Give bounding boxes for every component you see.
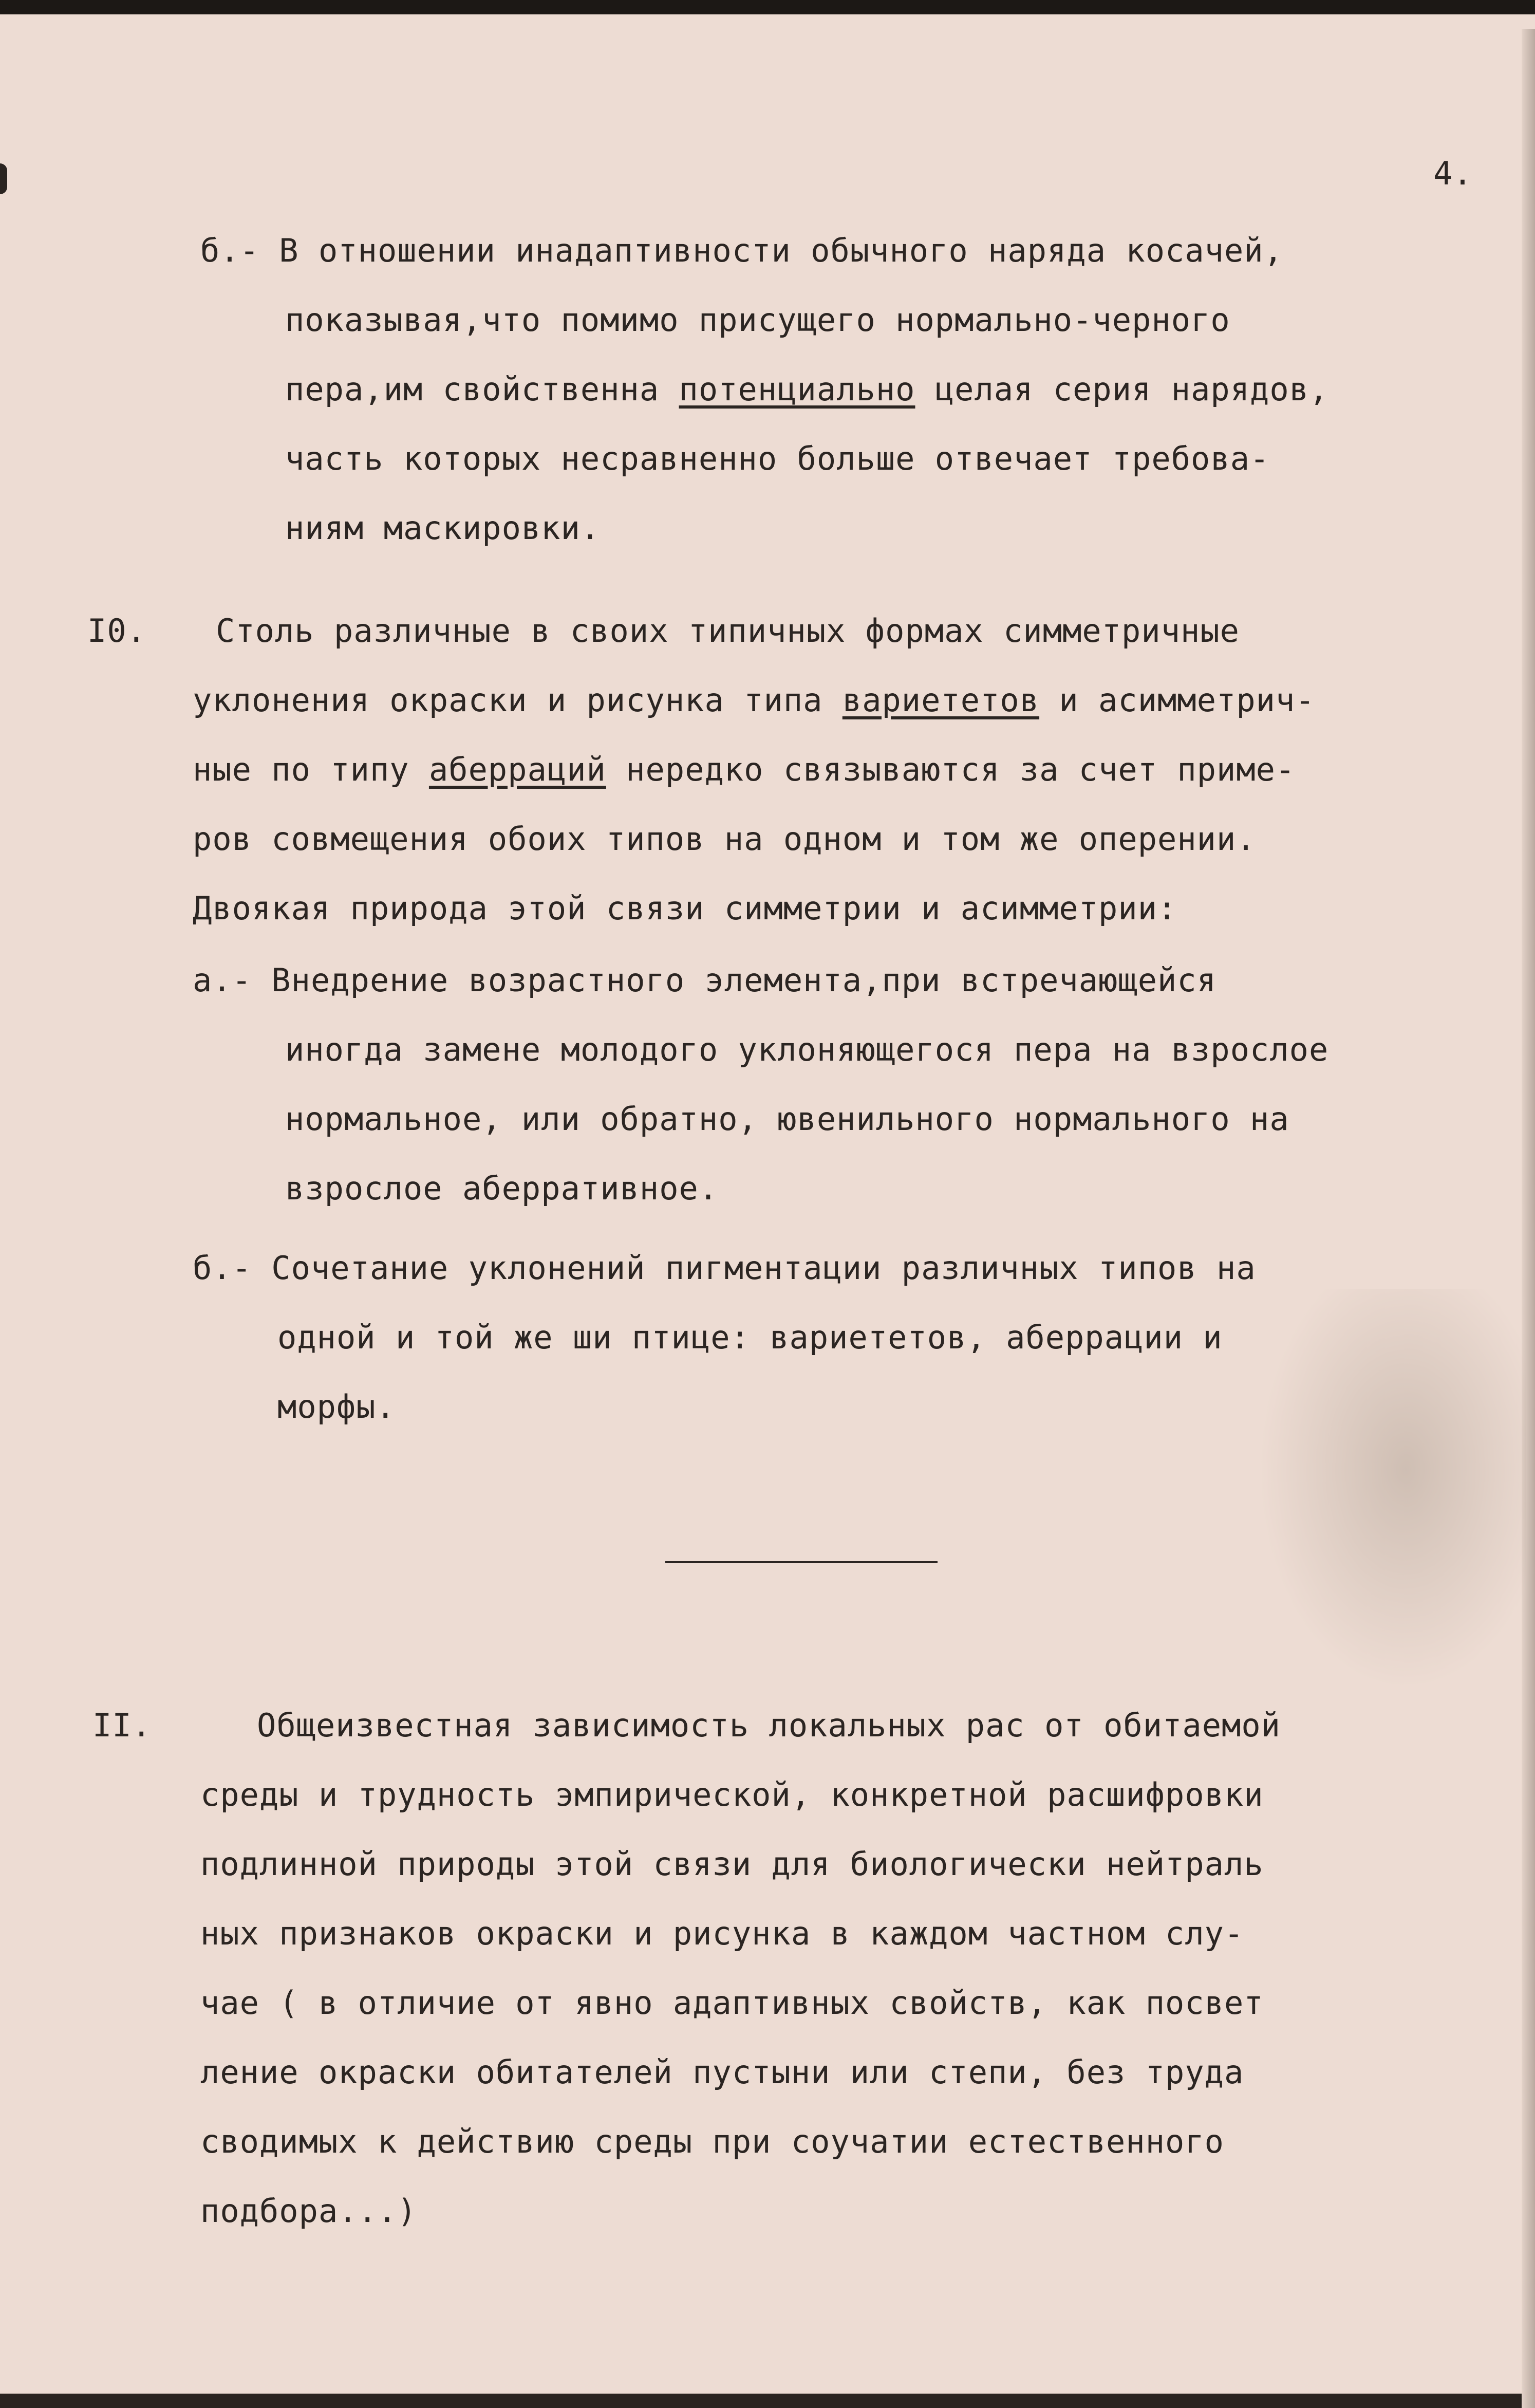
item-10a-line-4: взрослое аберративное. [285, 1170, 719, 1207]
item-11-line-2: среды и трудность эмпирической, конкретной расшифровки [200, 1776, 1264, 1813]
item-11-line-3: подлинной природы этой связи для биологически нейтраль [200, 1845, 1264, 1883]
item-10-line-2-pre: уклонения окраски и рисунка типа [193, 681, 843, 719]
underlined-word: потенциально [679, 371, 915, 408]
binding-edge [0, 0, 1535, 14]
item-10a-line-1: а.- Внедрение возрастного элемента,при встречающейся [193, 961, 1217, 999]
item-10-line-3-pre: ные по типу [193, 751, 429, 788]
punch-hole [0, 163, 7, 194]
item-11-number: II. [92, 1707, 152, 1744]
item-11-line-1: Общеизвестная зависимость локальных рас от обитаемой [257, 1707, 1281, 1744]
item-9b-line-3-post: целая серия нарядов, [915, 371, 1329, 408]
item-10-line-1: Столь различные в своих типичных формах симметричные [216, 612, 1240, 650]
item-9b-line-3 [285, 369, 1328, 410]
item-10-line-2 [193, 680, 1315, 721]
item-11-line-8: подбора...) [200, 2192, 417, 2230]
item-9b-line-3-pre: пера,им свойственна [285, 371, 679, 408]
item-10b-line-3: морфы. [277, 1388, 396, 1425]
item-10a-line-2: иногда замене молодого уклоняющегося пера на взрослое [285, 1031, 1329, 1068]
page-number: 4. [1433, 155, 1473, 192]
item-10-line-3-post: нередко связываются за счет приме- [606, 751, 1296, 788]
item-11-line-4: ных признаков окраски и рисунка в каждом частном слу- [200, 1915, 1244, 1952]
item-10a-line-3: нормальное, или обратно, ювенильного нормального на [285, 1100, 1289, 1138]
item-10-number: I0. [87, 612, 146, 650]
item-10-line-2-post: и асимметрич- [1039, 681, 1315, 719]
item-9b-line-2: показывая,что помимо присущего нормально-черного [285, 301, 1230, 339]
item-10b-line-2: одной и той же ши птице: вариететов, аберрации и [277, 1319, 1223, 1356]
item-11-line-6: ление окраски обитателей пустыни или степи, без труда [200, 2053, 1244, 2091]
typed-page [0, 14, 1535, 2394]
underlined-word: вариететов [842, 681, 1040, 719]
item-10-line-3 [193, 749, 1295, 790]
section-divider [665, 1561, 938, 1563]
item-11-line-5: чае ( в отличие от явно адаптивных свойств, как посвет [200, 1984, 1264, 2022]
item-10-line-5: Двоякая природа этой связи симметрии и асимметрии: [193, 890, 1177, 927]
item-9b-line-4: часть которых несравненно больше отвечает требова- [285, 440, 1270, 477]
page-edge [1522, 29, 1535, 2408]
item-10b-line-1: б.- Сочетание уклонений пигментации различных типов на [193, 1249, 1256, 1287]
item-11-line-7: сводимых к действию среды при соучатии естественного [200, 2123, 1225, 2160]
item-9b-line-5: ниям маскировки. [285, 509, 601, 547]
water-stain [1259, 1289, 1526, 1690]
underlined-word: аберраций [428, 751, 606, 788]
item-10-line-4: ров совмещения обоих типов на одном и том же оперении. [193, 820, 1256, 858]
item-9b-line-1: б.- В отношении инадаптивности обычного наряда косачей, [200, 232, 1283, 269]
